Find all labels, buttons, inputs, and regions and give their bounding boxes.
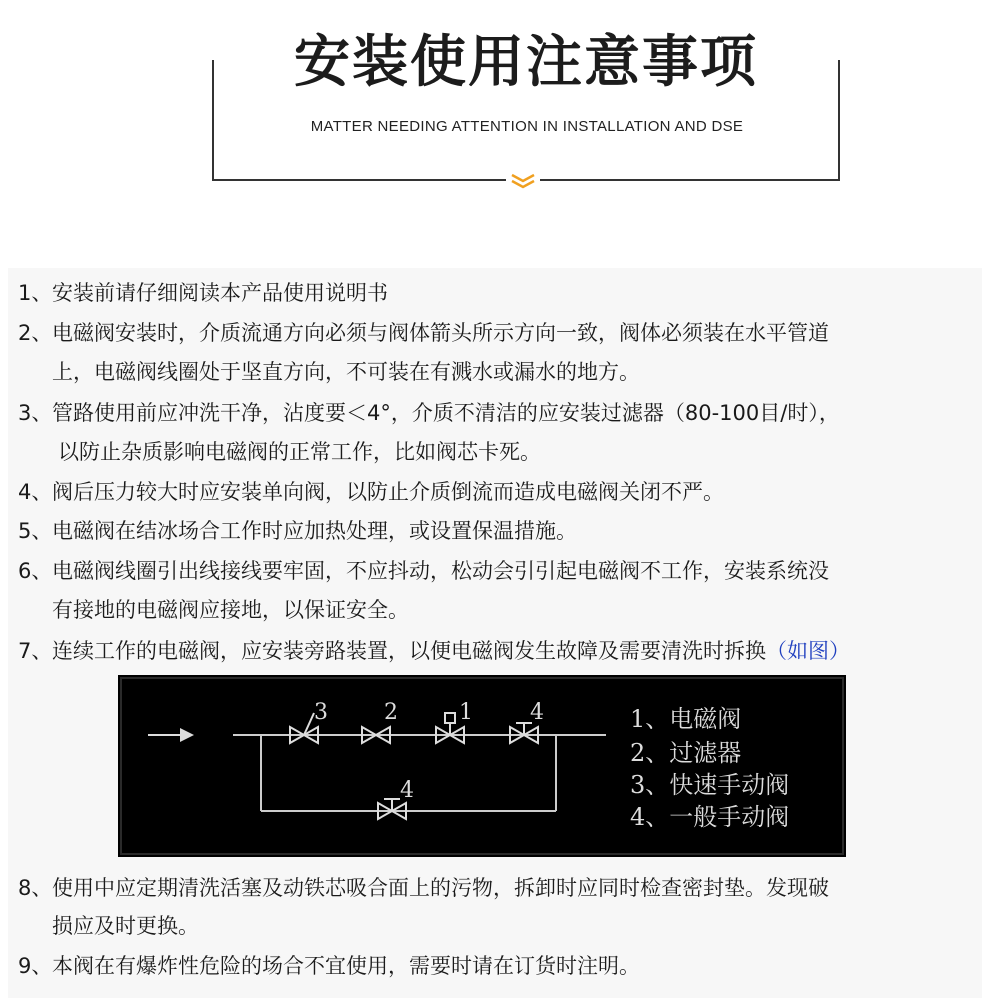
valve-label: 4 [530,700,544,725]
list-item: 1、安装前请仔细阅读本产品使用说明书 [18,281,388,305]
legend-item: 4、一般手动阀 [630,803,790,831]
valve-label: 3 [314,700,328,725]
list-item: 7、连续工作的电磁阀，应安装旁路装置，以便电磁阀发生故障及需要清洗时拆换（如图） [18,639,850,663]
page-title: 安装使用注意事项 [294,30,758,95]
list-item: 2、电磁阀安装时，介质流通方向必须与阀体箭头所示方向一致，阀体必须装在水平管道 [18,321,829,345]
chevron-down-icon [506,170,540,192]
list-item: 6、电磁阀线圈引出线接线要牢固，不应抖动，松动会引引起电磁阀不工作，安装系统没 [18,559,829,583]
valve-label: 2 [384,700,398,725]
figure-reference: （如图） [766,639,850,663]
list-item-continuation: 有接地的电磁阀应接地，以保证安全。 [52,598,409,622]
list-item: 9、本阀在有爆炸性危险的场合不宜使用，需要时请在订货时注明。 [18,954,640,978]
legend-item: 2、过滤器 [630,739,742,767]
list-item: 3、管路使用前应冲洗干净，沾度要＜4°，介质不清洁的应安装过滤器（80-100目/时）， [18,401,840,425]
list-item: 4、阀后压力较大时应安装单向阀，以防止介质倒流而造成电磁阀关闭不严。 [18,480,724,504]
flow-arrow-icon [148,728,194,742]
bypass-diagram [118,675,846,857]
valve-label: 4 [400,778,414,803]
legend-item: 3、快速手动阀 [630,771,790,799]
valve-4-icon [510,723,538,743]
list-item-continuation: 以防止杂质影响电磁阀的正常工作，比如阀芯卡死。 [58,440,541,464]
valve-label: 1 [459,700,473,725]
page-subtitle: MATTER NEEDING ATTENTION IN INSTALLATION AND DSE [310,118,744,135]
list-item: 5、电磁阀在结冰场合工作时应加热处理，或设置保温措施。 [18,519,577,543]
legend-item: 1、电磁阀 [630,705,742,733]
list-item: 8、使用中应定期清洗活塞及动铁芯吸合面上的污物，拆卸时应同时检查密封垫。发现破 [18,876,829,900]
list-item-continuation: 上，电磁阀线圈处于坚直方向，不可装在有溅水或漏水的地方。 [52,360,640,384]
list-item-continuation: 损应及时更换。 [52,914,199,938]
